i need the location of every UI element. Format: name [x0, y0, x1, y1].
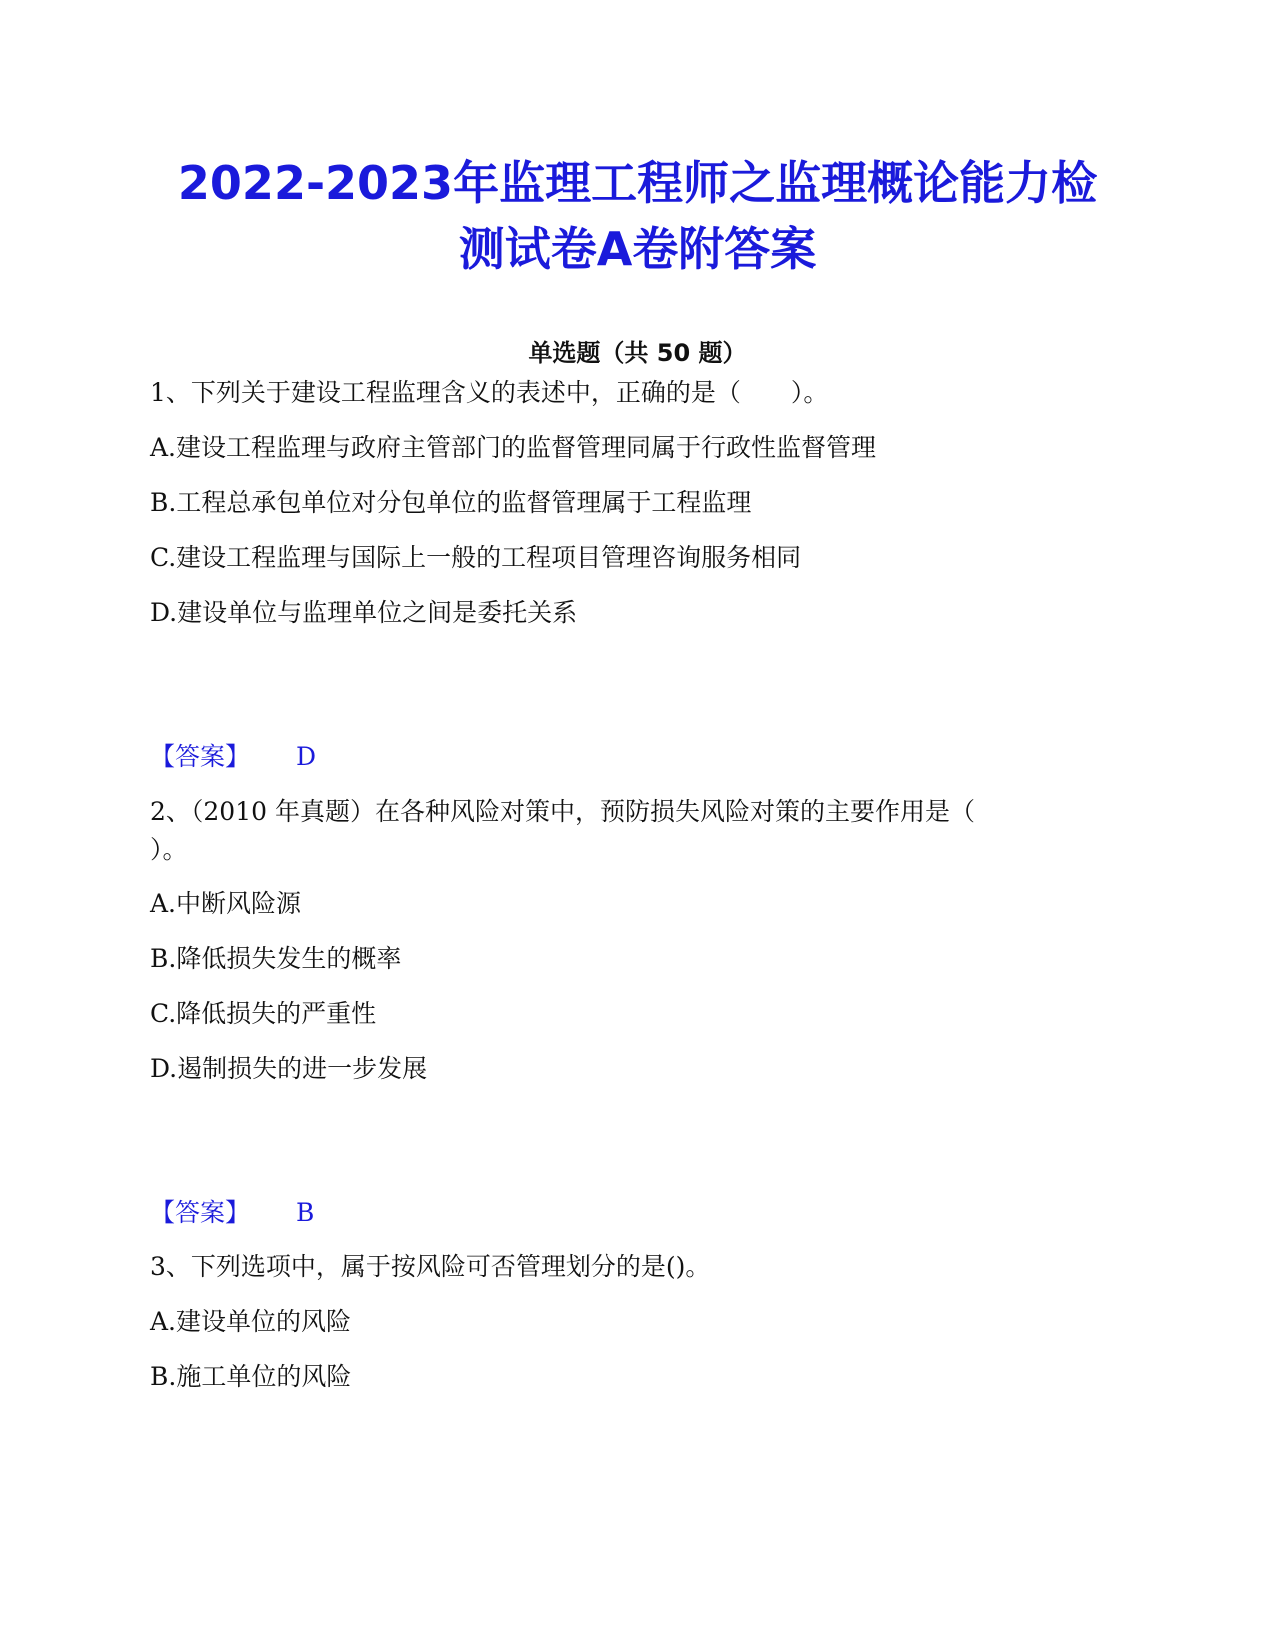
question-2-stem-line-1: 2、（2010 年真题）在各种风险对策中，预防损失风险对策的主要作用是（ — [150, 797, 975, 826]
question-1-option-b: B.工程总承包单位对分包单位的监督管理属于工程监理 — [150, 488, 752, 517]
question-3-option-b: B.施工单位的风险 — [150, 1362, 352, 1391]
answer-value: B — [296, 1198, 315, 1227]
question-2-option-c: C.降低损失的严重性 — [150, 999, 377, 1028]
answer-tag: 【答案】 — [150, 742, 251, 771]
title-line-2: 测试卷A卷附答案 — [458, 222, 817, 276]
document-title — [140, 150, 1135, 282]
question-1-option-d: D.建设单位与监理单位之间是委托关系 — [150, 598, 578, 627]
question-1-option-a: A.建设工程监理与政府主管部门的监督管理同属于行政性监督管理 — [150, 433, 877, 462]
section-heading: 单选题（共 50 题） — [528, 339, 747, 367]
answer-tag: 【答案】 — [150, 1198, 251, 1227]
title-line-1: 2022-2023年监理工程师之监理概论能力检 — [177, 156, 1098, 210]
question-1-stem: 1、下列关于建设工程监理含义的表述中，正确的是（ ）。 — [150, 378, 829, 407]
question-2-stem-line-2: ）。 — [150, 835, 188, 864]
question-3-option-a: A.建设单位的风险 — [150, 1307, 352, 1336]
question-2-answer — [150, 1193, 314, 1233]
answer-value: D — [296, 742, 317, 771]
question-2-option-b: B.降低损失发生的概率 — [150, 944, 402, 973]
question-2-option-a: A.中断风险源 — [150, 889, 302, 918]
question-1-answer — [150, 737, 316, 777]
question-1-option-c: C.建设工程监理与国际上一般的工程项目管理咨询服务相同 — [150, 543, 802, 572]
question-3-stem: 3、下列选项中，属于按风险可否管理划分的是()。 — [150, 1252, 711, 1281]
question-2-option-d: D.遏制损失的进一步发展 — [150, 1054, 428, 1083]
